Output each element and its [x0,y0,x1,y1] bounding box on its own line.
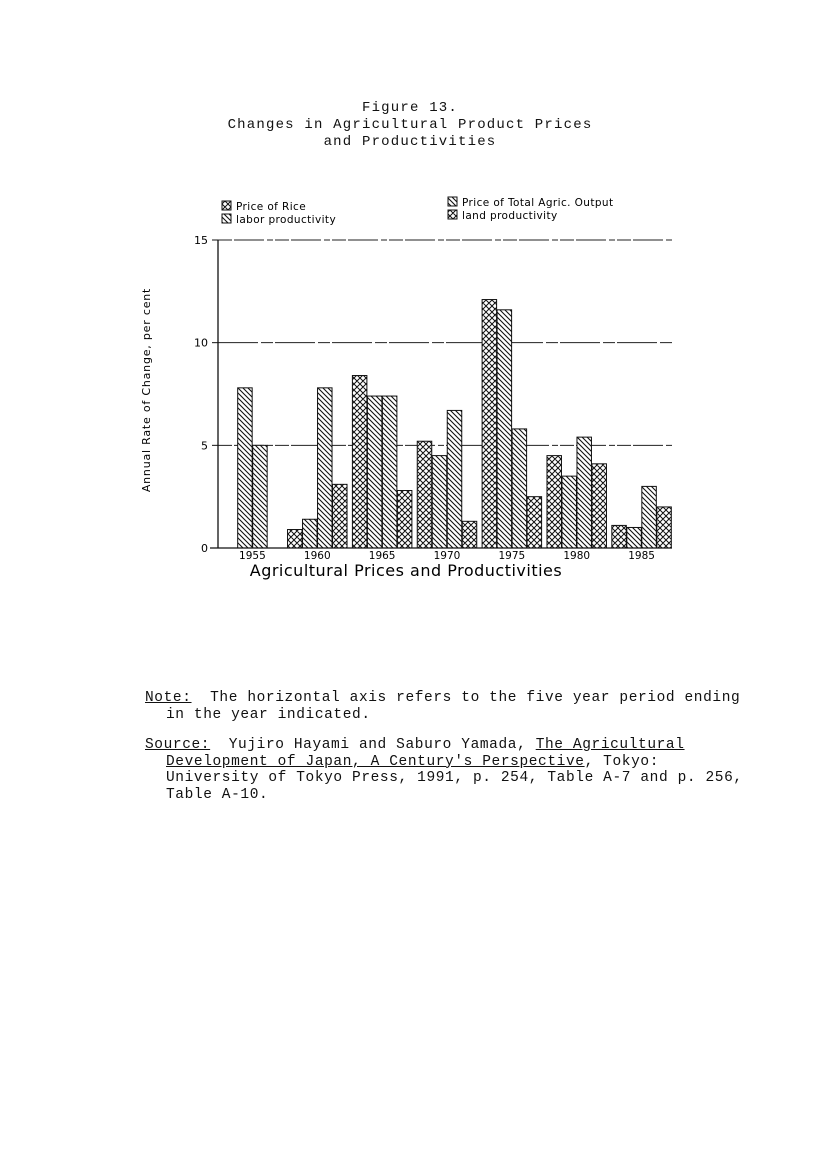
source-label: Source: [145,737,211,753]
bar-1970-series-3 [447,410,462,548]
bar-1985-series-2 [627,527,642,548]
legend-swatch [222,214,231,223]
bars [238,300,672,548]
legend-label: Price of Rice [236,201,307,213]
x-tick-label: 1985 [628,550,655,562]
source-paragraph [145,737,745,803]
y-tick-label: 10 [194,336,208,350]
bar-1980-series-4 [592,464,607,548]
y-tick-label: 5 [201,439,208,453]
x-tick-label: 1965 [368,550,396,562]
x-axis-label: Agricultural Prices and Productivities [249,561,563,580]
x-tick-label: 1960 [303,550,331,562]
bar-1985-series-4 [657,507,672,548]
bar-1965-series-3 [382,396,397,548]
bar-1960-series-1 [288,530,303,548]
x-tick-label: 1980 [563,550,591,562]
legend-swatch [222,201,231,210]
note-text: The horizontal axis refers to the five year period ending in the year indicated. [166,690,741,723]
bar-1970-series-4 [462,521,477,548]
x-tick-label: 1975 [498,550,526,562]
bar-1980-series-3 [577,437,592,548]
legend-label: land productivity [462,210,558,222]
bar-1960-series-4 [333,484,348,548]
figure-title-line-1: Changes in Agricultural Product Prices [227,117,593,133]
y-tick-labels [194,234,218,555]
bar-1965-series-2 [367,396,382,548]
bar-1980-series-1 [547,456,562,548]
bar-1985-series-1 [612,525,627,548]
legend-label: Price of Total Agric. Output [462,197,614,209]
legend-label: labor productivity [236,214,337,226]
y-axis-label: Annual Rate of Change, per cent [140,287,153,493]
bar-1970-series-2 [432,456,447,548]
y-tick-label: 0 [201,542,208,555]
legend [222,197,613,226]
bar-1980-series-2 [562,476,577,548]
figure-title-line-2: and Productivities [323,134,497,150]
note-paragraph [145,690,745,723]
x-tick-label: 1970 [433,550,461,562]
bar-1965-series-1 [352,376,367,548]
legend-swatch [448,210,457,219]
bar-1970-series-1 [417,441,432,548]
bar-1960-series-2 [303,519,318,548]
y-tick-label: 15 [194,234,208,247]
figure-label: Figure 13. [361,100,458,116]
bar-1975-series-2 [497,310,512,548]
bar-1955-series-2 [238,388,253,548]
bar-1975-series-1 [482,300,497,548]
legend-swatch [448,197,457,206]
source-title: The Agricultural Development of Japan, A Century's Perspective [166,737,685,770]
bar-1960-series-3 [318,388,333,548]
bar-1985-series-3 [642,486,657,548]
bar-1965-series-4 [397,491,412,548]
source-rest: , Tokyo: University of Tokyo Press, 1991, p. 254, Table A-7 and p. 256, Table A-10. [166,753,743,803]
note-label: Note: [145,690,192,706]
x-tick-label: 1955 [239,550,266,562]
bar-1955-series-3 [253,445,268,548]
source-authors: Yujiro Hayami and Saburo Yamada, [228,737,527,753]
notes-block [145,690,745,817]
bar-1975-series-4 [527,497,542,548]
gridlines [218,240,672,445]
bar-1975-series-3 [512,429,527,548]
